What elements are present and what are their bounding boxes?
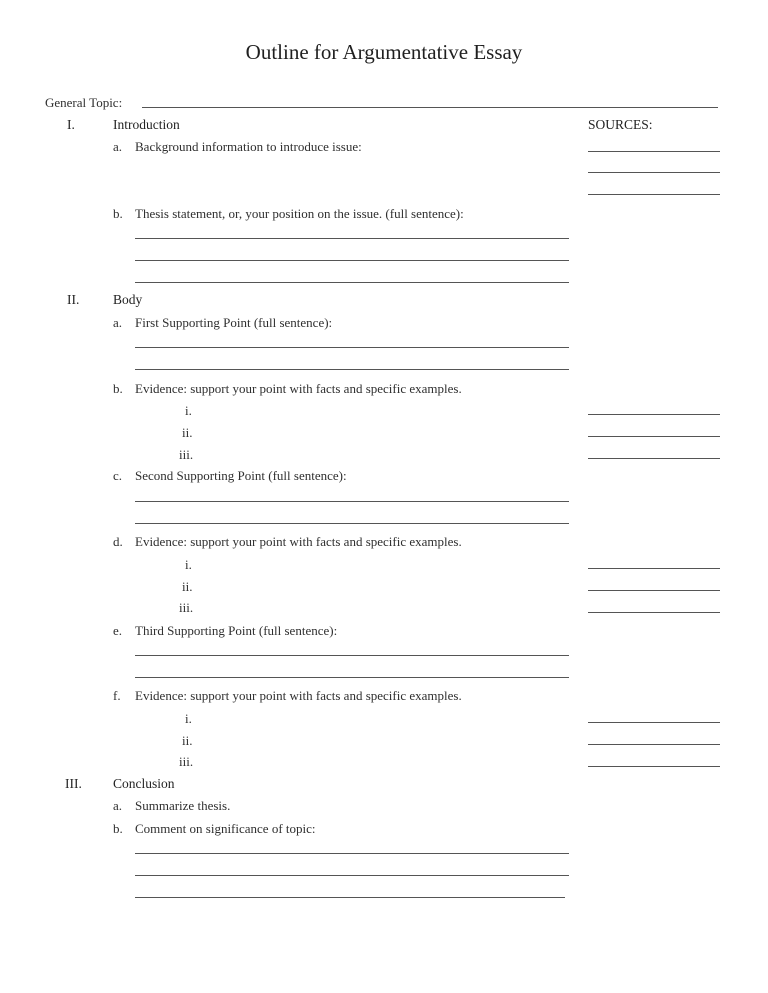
item-evidence-2: Evidence: support your point with facts and specific examples. [135, 534, 462, 549]
answer-line[interactable] [135, 853, 569, 854]
item-letter: a. [113, 139, 123, 154]
roman-numeral: i. [185, 403, 192, 418]
roman-numeral: iii. [179, 447, 194, 462]
item-letter: d. [113, 534, 123, 549]
source-line[interactable] [588, 194, 720, 195]
source-line[interactable] [588, 568, 720, 569]
section-heading-conclusion: Conclusion [113, 776, 175, 791]
answer-line[interactable] [135, 347, 569, 348]
section-numeral-2: II. [67, 292, 80, 307]
roman-numeral: ii. [182, 425, 193, 440]
source-line[interactable] [588, 172, 720, 173]
answer-line[interactable] [135, 260, 569, 261]
item-evidence-1: Evidence: support your point with facts and specific examples. [135, 381, 462, 396]
source-line[interactable] [588, 612, 720, 613]
section-numeral-1: I. [67, 117, 75, 132]
answer-line[interactable] [135, 238, 569, 239]
sources-heading: SOURCES: [588, 117, 653, 132]
source-line[interactable] [588, 744, 720, 745]
answer-line[interactable] [135, 655, 569, 656]
item-letter: f. [113, 688, 121, 703]
answer-line[interactable] [135, 875, 569, 876]
answer-line[interactable] [135, 282, 569, 283]
answer-line[interactable] [135, 501, 569, 502]
item-third-supporting-point: Third Supporting Point (full sentence): [135, 623, 338, 638]
item-letter: b. [113, 381, 123, 396]
roman-numeral: ii. [182, 733, 193, 748]
item-letter: e. [113, 623, 123, 638]
item-letter: b. [113, 206, 123, 221]
section-numeral-3: III. [65, 776, 82, 791]
item-letter: c. [113, 468, 123, 483]
source-line[interactable] [588, 436, 720, 437]
source-line[interactable] [588, 722, 720, 723]
item-evidence-3: Evidence: support your point with facts and specific examples. [135, 688, 462, 703]
item-summarize-thesis: Summarize thesis. [135, 798, 231, 813]
section-heading-body: Body [113, 292, 143, 307]
section-heading-introduction: Introduction [113, 117, 180, 132]
item-letter: a. [113, 798, 123, 813]
item-first-supporting-point: First Supporting Point (full sentence): [135, 315, 333, 330]
source-line[interactable] [588, 766, 720, 767]
item-letter: b. [113, 821, 123, 836]
item-letter: a. [113, 315, 123, 330]
answer-line[interactable] [135, 523, 569, 524]
item-comment-significance: Comment on significance of topic: [135, 821, 316, 836]
source-line[interactable] [588, 590, 720, 591]
roman-numeral: iii. [179, 600, 194, 615]
item-background-info: Background information to introduce issue: [135, 139, 362, 154]
answer-line[interactable] [135, 369, 569, 370]
roman-numeral: i. [185, 711, 192, 726]
item-thesis-statement: Thesis statement, or, your position on the issue. (full sentence): [135, 206, 464, 221]
source-line[interactable] [588, 151, 720, 152]
roman-numeral: ii. [182, 579, 193, 594]
roman-numeral: i. [185, 557, 192, 572]
roman-numeral: iii. [179, 754, 194, 769]
item-second-supporting-point: Second Supporting Point (full sentence): [135, 468, 347, 483]
source-line[interactable] [588, 414, 720, 415]
answer-line[interactable] [135, 677, 569, 678]
page-title: Outline for Argumentative Essay [245, 40, 523, 64]
general-topic-label: General Topic: [45, 95, 123, 110]
answer-line[interactable] [135, 897, 565, 898]
general-topic-line[interactable] [142, 107, 718, 108]
source-line[interactable] [588, 458, 720, 459]
